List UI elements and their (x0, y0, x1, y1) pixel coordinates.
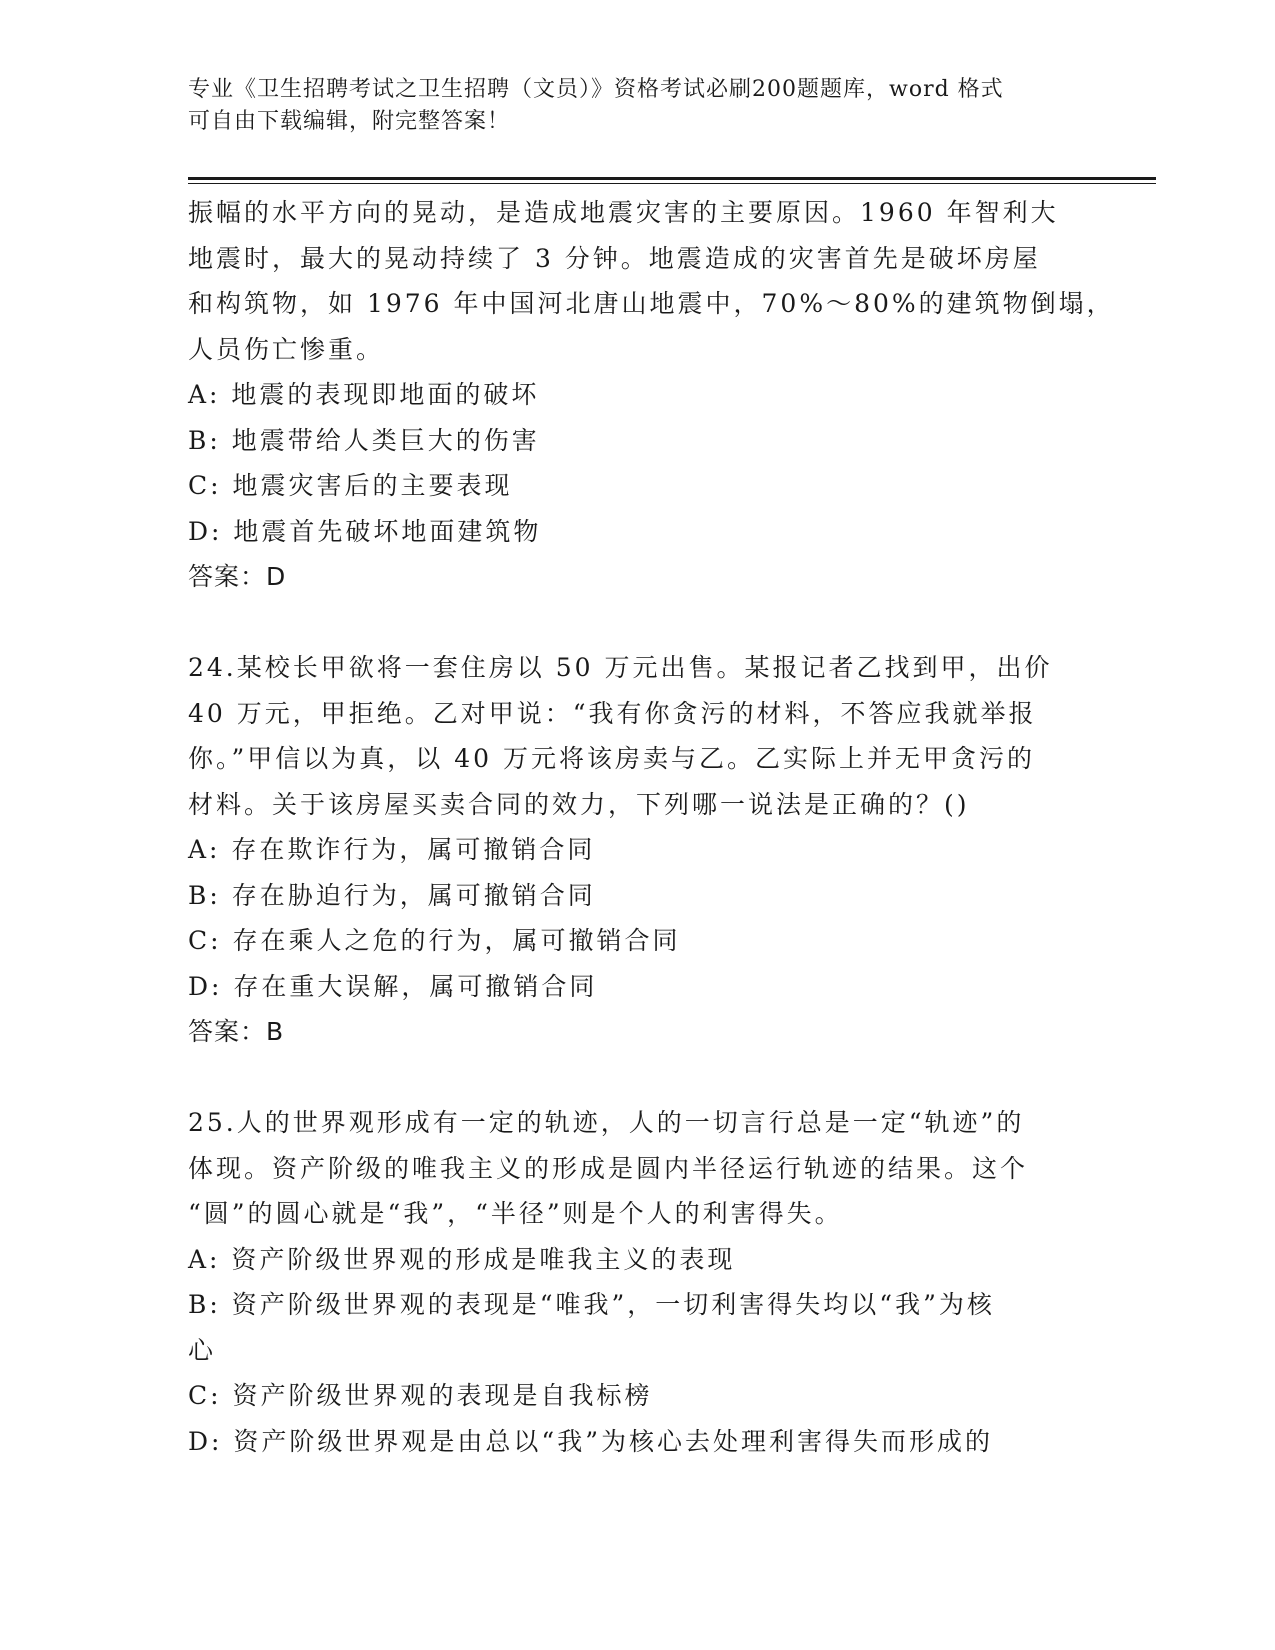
option-c: C: 资产阶级世界观的表现是自我标榜 (188, 1381, 653, 1410)
option-b-continued: 心 (188, 1335, 217, 1365)
option-d: D: 地震首先破坏地面建筑物 (188, 516, 542, 546)
question-stem-line: 你。”甲信以为真，以 40 万元将该房卖与乙。乙实际上并无甲贪污的 (188, 744, 1035, 773)
option-d: D: 资产阶级世界观是由总以“我”为核心去处理利害得失而形成的 (188, 1426, 993, 1456)
header-divider-thick (188, 177, 1156, 180)
option-d: D: 存在重大误解，属可撤销合同 (188, 971, 598, 1001)
option-b: B: 资产阶级世界观的表现是“唯我”，一切利害得失均以“我”为核 (188, 1290, 995, 1319)
question-stem-line: 材料。关于该房屋买卖合同的效力，下列哪一说法是正确的？() (188, 789, 970, 819)
question-stem-line: “圆”的圆心就是“我”，“半径”则是个人的利害得失。 (188, 1199, 843, 1228)
question-stem-line: 体现。资产阶级的唯我主义的形成是圆内半径运行轨迹的结果。这个 (188, 1153, 1029, 1183)
question-stem-line: 和构筑物，如 1976 年中国河北唐山地震中，70%～80%的建筑物倒塌， (188, 289, 1115, 318)
document-header (188, 74, 1088, 138)
question-23 (188, 190, 1115, 600)
question-24 (188, 645, 1088, 1055)
question-stem-line: 地震时，最大的晃动持续了 3 分钟。地震造成的灾害首先是破坏房屋 (188, 243, 1041, 273)
spacer (188, 1055, 1088, 1101)
option-a: A: 存在欺诈行为，属可撤销合同 (188, 835, 596, 864)
option-a: A: 资产阶级世界观的形成是唯我主义的表现 (188, 1244, 736, 1274)
answer-label: 答案：D (188, 562, 287, 591)
header-line-1: 专业《卫生招聘考试之卫生招聘（文员）》资格考试必刷200题题库，word 格式 (188, 77, 1004, 102)
option-a: A: 地震的表现即地面的破坏 (188, 380, 540, 409)
question-stem-line: 25.人的世界观形成有一定的轨迹，人的一切言行总是一定“轨迹”的 (188, 1108, 1025, 1137)
question-stem-line: 24.某校长甲欲将一套住房以 50 万元出售。某报记者乙找到甲，出价 (188, 653, 1053, 682)
option-b: B: 地震带给人类巨大的伤害 (188, 425, 540, 455)
option-c: C: 存在乘人之危的行为，属可撤销合同 (188, 926, 681, 955)
question-content (188, 190, 1115, 1464)
question-stem-line: 人员伤亡惨重。 (188, 334, 385, 364)
option-c: C: 地震灾害后的主要表现 (188, 471, 513, 500)
question-stem-line: 振幅的水平方向的晃动，是造成地震灾害的主要原因。1960 年智利大 (188, 198, 1059, 227)
answer-label: 答案：B (188, 1017, 285, 1046)
header-divider-thin (188, 183, 1156, 184)
question-stem-line: 40 万元，甲拒绝。乙对甲说：“我有你贪污的材料，不答应我就举报 (188, 698, 1037, 728)
spacer (188, 600, 1088, 646)
option-b: B: 存在胁迫行为，属可撤销合同 (188, 880, 596, 910)
header-line-2: 可自由下载编辑，附完整答案！ (188, 109, 511, 134)
question-25 (188, 1100, 1088, 1464)
